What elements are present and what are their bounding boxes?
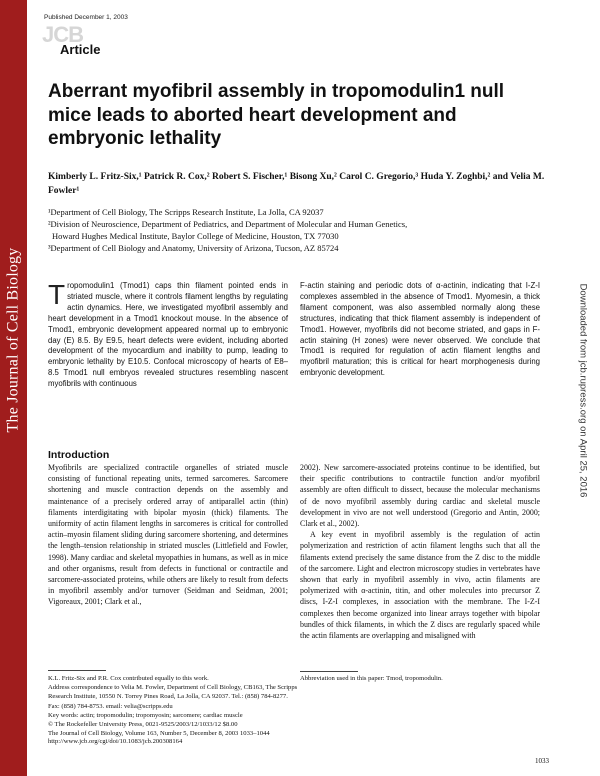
- author-list: Kimberly L. Fritz-Six,¹ Patrick R. Cox,² Robert S. Fischer,¹ Bisong Xu,² Carol C. Gregorio,³ Huda Y. Zoghbi,² and Velia M. Fowler¹: [48, 172, 545, 196]
- download-notice-text: Downloaded from jcb.rupress.org on April 25, 2016: [577, 283, 589, 497]
- affiliation-line: Howard Hughes Medical Institute, Baylor College of Medicine, Houston, TX 77030: [52, 231, 339, 241]
- copyright-line: © The Rockefeller University Press, 0021-9525/2003/12/1033/12 $8.00: [48, 721, 238, 728]
- abstract-text-left: ropomodulin1 (Tmod1) caps thin filament pointed ends in striated muscle, where it controls filament lengths by regulating actin dynamics. Here, we investigated myofibril assembly and heart development in a Tmod1 knockout mouse. In the absence of Tmod1, embryonic development appeared normal up to embryonic day (E) 8.5. By E9.5, heart defects were evident, including aborted development of the myocardium and inability to pump, leading to embryonic lethality by E10.5. Confocal microscopy of hearts of E8–8.5 Tmod1 null embryos revealed structures resembling nascent myofibrils with continuous: [48, 281, 288, 389]
- page-number: 1033: [535, 757, 549, 765]
- doi-link[interactable]: http://www.jcb.org/cgi/doi/10.1083/jcb.200308164: [48, 738, 183, 745]
- footnote-divider-right: [300, 671, 358, 672]
- copyright-block: [48, 721, 348, 747]
- body-left-column: [48, 462, 288, 608]
- body-paragraph: Myofibrils are specialized contractile organelles of striated muscle consisting of functional repeating units, termed sarcomeres. Sarcomere shortening and muscle contraction depends on the assembly and maintenance of a precisely ordered array of antiparallel actin (thin) filaments interdigitating with bipolar myosin (thick) filaments. The uniformity of actin filament lengths in sarcomeres is critical for controlled actin–myosin filament sliding during sarcomere shortening, and determines the length–tension relationship in striated muscles (Littlefield and Fowler, 1998). Many cardiac and skeletal myopathies in humans, as well as in mice and other organisms, result from defects in functional or contractile and sarcomere-associated proteins, while others are likely to result from defects in myofibril assembly and/or turnover (Seidman and Seidman, 2001; Vigoreaux, 2001; Clark et al.,: [48, 463, 288, 607]
- journal-sidebar: [0, 0, 27, 776]
- abstract-left-column: [48, 281, 288, 390]
- footnote-keywords: Key words: actin; tropomodulin; tropomyosin; sarcomere; cardiac muscle: [48, 711, 243, 719]
- introduction-heading: Introduction: [48, 449, 110, 461]
- footnote-equal-contribution: K.L. Fritz-Six and P.R. Cox contributed equally to this work.: [48, 675, 209, 682]
- download-notice: [568, 210, 598, 570]
- body-paragraph: A key event in myofibril assembly is the regulation of actin polymerization and restriction of actin filament lengths such that all the filaments extend precisely the same distance from the Z disc to the middle of the sarcomere. Light and electron microscopy studies in vertebrates have shown that early in myofibril assembly in vivo, actin filaments are polymerized with α-actinin, titin, and other molecules into precursor Z discs, I-Z-I complexes, in association with the membrane. The I-Z-I complexes then become organized into linear arrays together with bipolar bundles of thick filaments, in which the Z discs are regularly spaced while the actin filaments are overlapping and misaligned with: [300, 530, 540, 641]
- footnote-abbreviation: Abbreviation used in this paper: Tmod, tropomodulin.: [300, 675, 443, 682]
- article-title: Aberrant myofibril assembly in tropomodulin1 null mice leads to aborted heart development and embryonic lethality: [48, 81, 505, 149]
- body-right-column: [300, 462, 540, 641]
- footnote-divider-left: [48, 670, 106, 671]
- journal-logo: JCB: [42, 22, 84, 47]
- abstract-right-column: F-actin staining and periodic dots of α-actinin, indicating that I-Z-I complexes assembled in the absence of Tmod1. Myomesin, a thick filament component, was also assembled normally along these structures, indicating that thick filament assembly is independent of Tmod1. However, myofibrils did not become striated, and gaps in F-actin staining (H zones) were never observed. We conclude that Tmod1 is required for regulation of actin filament lengths and myofibril maturation; this is critical for heart morphogenesis during embryonic development.: [300, 281, 540, 378]
- footnotes-left: [48, 674, 298, 720]
- footnote-correspondence: Address correspondence to Velia M. Fowler, Department of Cell Biology, CB163, The Scripps Research Institute, 10550 N. Torrey Pines Road, La Jolla, CA 92037. Tel.: (858) 784-8277. Fax: (858) 784-8753. email: velia@scripps.edu: [48, 684, 298, 710]
- affiliations: [48, 206, 548, 254]
- body-paragraph: 2002). New sarcomere-associated proteins continue to be identified, but their specific contributions to contractile function and/or myofibril assembly are often difficult to dissect, because the molecular mechanisms of de novo myofibril assembly during cardiac and skeletal muscle development in vivo are not well understood (Gregorio and Antin, 2000; Clark et al., 2002).: [300, 463, 540, 529]
- abstract-dropcap: T: [48, 279, 66, 310]
- affiliation-line: ²Division of Neuroscience, Department of Pediatrics, and Department of Molecular and Human Genetics,: [48, 219, 408, 229]
- affiliation-line: ³Department of Cell Biology and Anatomy, University of Arizona, Tucson, AZ 85724: [48, 243, 339, 253]
- affiliation-line: ¹Department of Cell Biology, The Scripps Research Institute, La Jolla, CA 92037: [48, 207, 324, 217]
- article-type-label: Article: [60, 42, 101, 57]
- sidebar-title-text: The Journal of Cell Biology: [4, 247, 22, 433]
- publication-date: Published December 1, 2003: [44, 14, 128, 21]
- sidebar-title: [0, 100, 27, 580]
- citation-line: The Journal of Cell Biology, Volume 163, Number 5, December 8, 2003 1033–1044: [48, 729, 270, 737]
